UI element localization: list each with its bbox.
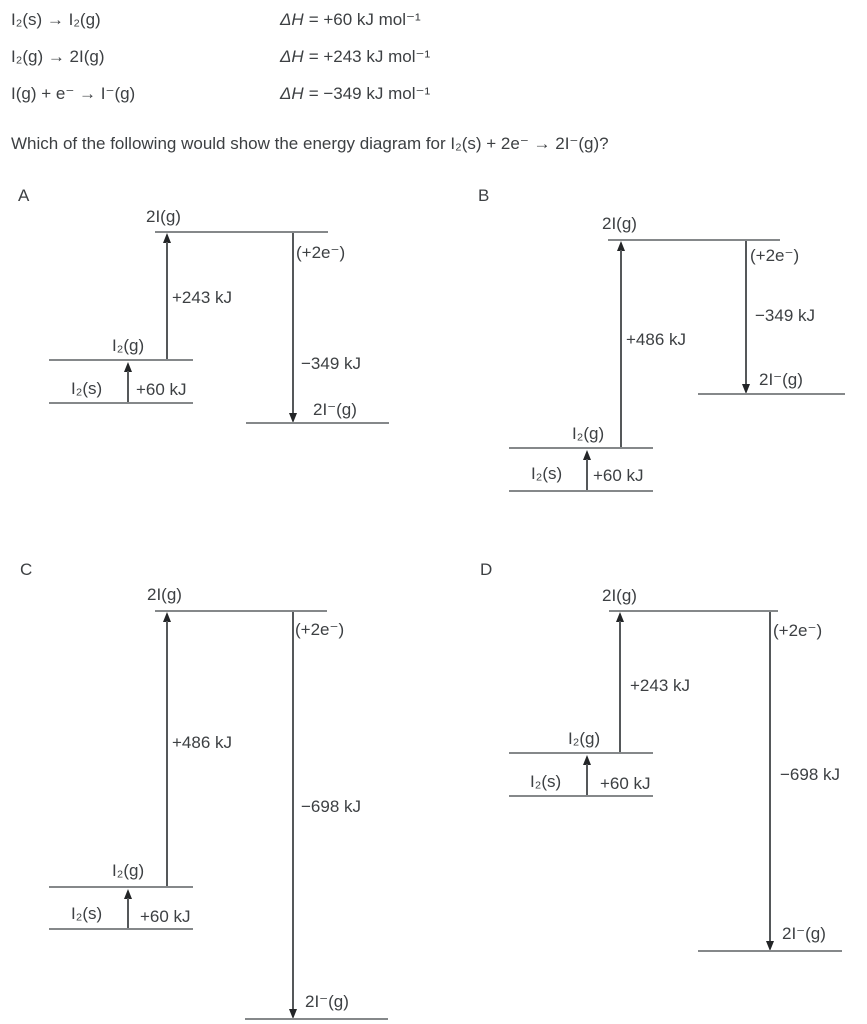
top-level-line (608, 239, 780, 241)
base-level-line (49, 402, 193, 404)
electron-affinity-energy-label: −698 kJ (780, 765, 841, 784)
electron-gain-note: (+2e⁻) (296, 243, 346, 262)
question-text: Which of the following would show the energy diagram for I₂(s) + 2e⁻ → 2I⁻(g)? (11, 134, 609, 153)
level-label-2i-minus-g: 2I⁻(g) (759, 370, 803, 389)
equation-1-enthalpy (280, 10, 421, 30)
sublimation-energy-label: +60 kJ (136, 380, 187, 399)
mid-level-line (509, 752, 653, 754)
sublimation-energy-label: +60 kJ (593, 466, 644, 485)
electron-affinity-energy-label: −349 kJ (301, 354, 362, 373)
option-b-label: B (478, 186, 490, 205)
combined-rise-energy-label: +486 kJ (172, 733, 233, 752)
enthalpy-value: = +60 kJ mol⁻¹ (308, 10, 421, 29)
level-label-i2-g: I₂(g) (112, 861, 145, 880)
combined-rise-arrow-line (620, 250, 622, 448)
product-level-line (245, 1018, 388, 1020)
mid-level-line (509, 447, 653, 449)
level-label-i2-s: I₂(s) (71, 379, 103, 398)
delta-h-symbol: ΔH (280, 47, 304, 66)
electron-affinity-arrow-line (292, 233, 294, 413)
top-level-line (155, 610, 327, 612)
equation-2-reaction: I₂(g) → 2I(g) (11, 47, 105, 66)
electron-gain-note: (+2e⁻) (295, 620, 345, 639)
option-d-label: D (480, 560, 493, 579)
mid-level-line (49, 886, 193, 888)
delta-h-symbol: ΔH (280, 10, 304, 29)
base-level-line (49, 928, 193, 930)
level-label-2i-g: 2I(g) (602, 586, 637, 605)
sublimation-energy-label: +60 kJ (600, 774, 651, 793)
product-level-line (246, 422, 389, 424)
combined-rise-arrow-line (166, 621, 168, 887)
level-label-2i-g: 2I(g) (602, 214, 637, 233)
product-level-line (698, 393, 845, 395)
level-label-i2-g: I₂(g) (568, 729, 601, 748)
equation-3-enthalpy (280, 84, 430, 104)
electron-affinity-arrow-line (745, 241, 747, 384)
level-label-i2-g: I₂(g) (572, 424, 605, 443)
electron-gain-note: (+2e⁻) (750, 246, 800, 265)
dissociation-arrow-line (166, 242, 168, 360)
electron-affinity-energy-label: −698 kJ (301, 797, 362, 816)
level-label-2i-minus-g: 2I⁻(g) (305, 992, 349, 1011)
option-a-label: A (18, 186, 30, 205)
level-label-2i-g: 2I(g) (146, 207, 181, 226)
level-label-i2-s: I₂(s) (71, 904, 103, 923)
level-label-i2-g: I₂(g) (112, 336, 145, 355)
mid-level-line (49, 359, 193, 361)
dissociation-energy-label: +243 kJ (630, 676, 691, 695)
level-label-2i-minus-g: 2I⁻(g) (782, 924, 826, 943)
equation-1-reaction: I₂(s) → I₂(g) (11, 10, 101, 29)
sublimation-arrow-line (586, 764, 588, 796)
enthalpy-value: = −349 kJ mol⁻¹ (308, 84, 431, 103)
sublimation-energy-label: +60 kJ (140, 907, 191, 926)
level-label-i2-s: I₂(s) (530, 772, 562, 791)
equation-2-enthalpy (280, 47, 430, 67)
sublimation-arrow-line (127, 898, 129, 929)
level-label-i2-s: I₂(s) (531, 464, 563, 483)
sublimation-arrow-line (127, 371, 129, 403)
sublimation-arrow-line (586, 459, 588, 491)
enthalpy-value: = +243 kJ mol⁻¹ (308, 47, 431, 66)
top-level-line (155, 231, 328, 233)
electron-affinity-arrow-line (769, 612, 771, 941)
dissociation-arrow-line (619, 621, 621, 753)
electron-affinity-arrow-line (292, 612, 294, 1009)
electron-affinity-energy-label: −349 kJ (755, 306, 816, 325)
top-level-line (609, 610, 778, 612)
combined-rise-energy-label: +486 kJ (626, 330, 687, 349)
delta-h-symbol: ΔH (280, 84, 304, 103)
level-label-2i-g: 2I(g) (147, 585, 182, 604)
electron-gain-note: (+2e⁻) (773, 621, 823, 640)
option-c-label: C (20, 560, 33, 579)
product-level-line (698, 950, 842, 952)
equation-3-reaction: I(g) + e⁻ → I⁻(g) (11, 84, 136, 103)
base-level-line (509, 795, 653, 797)
level-label-2i-minus-g: 2I⁻(g) (313, 400, 357, 419)
base-level-line (509, 490, 653, 492)
dissociation-energy-label: +243 kJ (172, 288, 233, 307)
